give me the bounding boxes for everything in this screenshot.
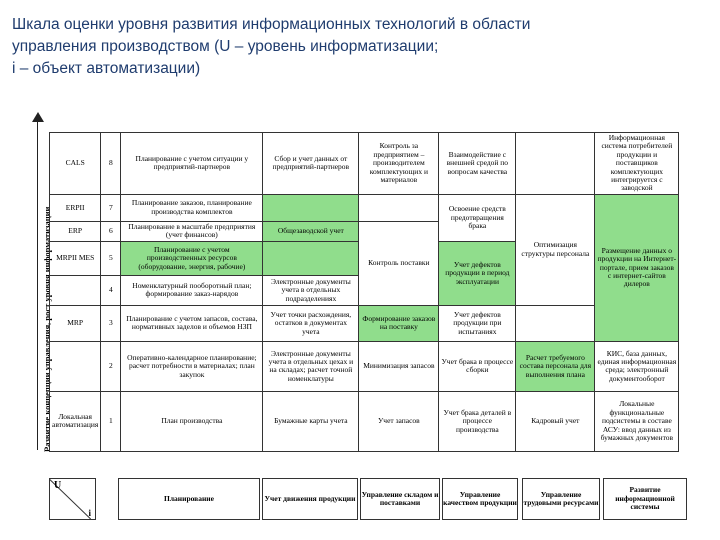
table-cell: Учет брака деталей в процессе производства <box>439 391 516 451</box>
level-number: 7 <box>101 194 121 221</box>
table-cell: Оптимизация структуры персонала <box>516 194 595 305</box>
column-header-labor: Управление трудовыми ресурсами <box>522 478 600 520</box>
level-number: 5 <box>101 241 121 275</box>
level-number: 8 <box>101 133 121 195</box>
table-cell: Оперативно-календарное планирование; расчет потребности в материалах; план закупок <box>121 341 263 391</box>
title-line-3: i – объект автоматизации) <box>12 60 201 77</box>
table-row <box>50 133 679 195</box>
table-cell: Контроль поставки <box>359 221 439 305</box>
level-label: ERPII <box>50 194 101 221</box>
level-number: 3 <box>101 305 121 341</box>
table-cell: Информационная система потребителей продукции и поставщиков комплектующих интегрируется с заводской <box>595 133 679 195</box>
table-cell: Общезаводской учет <box>263 221 359 241</box>
axis-corner <box>49 478 96 520</box>
title-line-1: Шкала оценки уровня развития информационных технологий в области <box>12 16 531 33</box>
level-label <box>50 341 101 391</box>
table-cell: Бумажные карты учета <box>263 391 359 451</box>
table-row <box>50 341 679 391</box>
table-cell: Планирование заказов, планирование производства комплектов <box>121 194 263 221</box>
table-cell: Электронные документы учета в отдельных подразделениях <box>263 275 359 305</box>
table-cell: Планирование с учетом ситуации у предприятий-партнеров <box>121 133 263 195</box>
level-label <box>50 275 101 305</box>
table-cell <box>359 194 439 221</box>
table-cell <box>516 305 595 341</box>
table-cell: Размещение данных о продукции на Интернет-портале, прием заказов с интернет-сайтов дилеров <box>595 194 679 341</box>
table-row <box>50 194 679 221</box>
table-cell: Планирование в масштабе предприятия (учет финансов) <box>121 221 263 241</box>
table-cell: Взаимодействие с внешней средой по вопросам качества <box>439 133 516 195</box>
axis-arrow <box>37 120 38 450</box>
table-cell: Расчет требуемого состава персонала для выполнения плана <box>516 341 595 391</box>
level-label: CALS <box>50 133 101 195</box>
axis-arrowhead <box>32 112 44 122</box>
page-title <box>12 14 712 80</box>
table-cell: Учет дефектов продукции при испытаниях <box>439 305 516 341</box>
table-cell: Планирование с учетом производственных ресурсов (оборудование, энергия, рабочие) <box>121 241 263 275</box>
table-cell: Контроль за предприятием – производителем комплектующих и материалов <box>359 133 439 195</box>
level-label: ERP <box>50 221 101 241</box>
table-cell: Минимизация запасов <box>359 341 439 391</box>
table-cell: План производства <box>121 391 263 451</box>
table-cell: Учет дефектов продукции в период эксплуатации <box>439 241 516 305</box>
table-cell: Формирование заказов на поставку <box>359 305 439 341</box>
column-header-warehouse: Управление складом и поставками <box>360 478 440 520</box>
table-cell: КИС, база данных, единая информационная среда; электронный документооборот <box>595 341 679 391</box>
table-cell: Планирование с учетом запасов, состава, нормативных заделов и объемов НЗП <box>121 305 263 341</box>
table-cell: Электронные документы учета в отдельных цехах и на складах; расчет точной номенклатуры <box>263 341 359 391</box>
column-header-production-accounting: Учет движения продукции <box>262 478 358 520</box>
table-row <box>50 305 679 341</box>
level-label: Локальная автоматизация <box>50 391 101 451</box>
scale-table <box>49 132 679 452</box>
column-header-quality: Управление качеством продукции <box>442 478 518 520</box>
column-header-info-system: Развитие информационной системы <box>603 478 687 520</box>
level-number: 4 <box>101 275 121 305</box>
table-cell: Локальные функциональные подсистемы в составе АСУ: ввод данных из бумажных документов <box>595 391 679 451</box>
axis-label: Развитие концепции управления, рост уровня информатизации <box>42 206 52 452</box>
level-label: MRPII MES <box>50 241 101 275</box>
title-line-2: управления производством (U – уровень информатизации; <box>12 38 439 55</box>
table-cell <box>516 133 595 195</box>
level-number: 1 <box>101 391 121 451</box>
table-cell <box>263 241 359 275</box>
table-cell <box>263 194 359 221</box>
corner-u-label: U <box>54 480 62 491</box>
level-number: 6 <box>101 221 121 241</box>
table-cell: Учет точки расхождения, остатков в документах учета <box>263 305 359 341</box>
table-cell: Учет запасов <box>359 391 439 451</box>
column-header-planning: Планирование <box>118 478 260 520</box>
level-number: 2 <box>101 341 121 391</box>
table-cell: Освоение средств предотвращения брака <box>439 194 516 241</box>
level-label: MRP <box>50 305 101 341</box>
table-cell: Кадровый учет <box>516 391 595 451</box>
corner-i-label: i <box>88 508 91 518</box>
table-cell: Учет брака в процессе сборки <box>439 341 516 391</box>
table-cell: Сбор и учет данных от предприятий-партнеров <box>263 133 359 195</box>
table-row <box>50 391 679 451</box>
table-cell: Номенклатурный пооборотный план; формирование заказ-нарядов <box>121 275 263 305</box>
